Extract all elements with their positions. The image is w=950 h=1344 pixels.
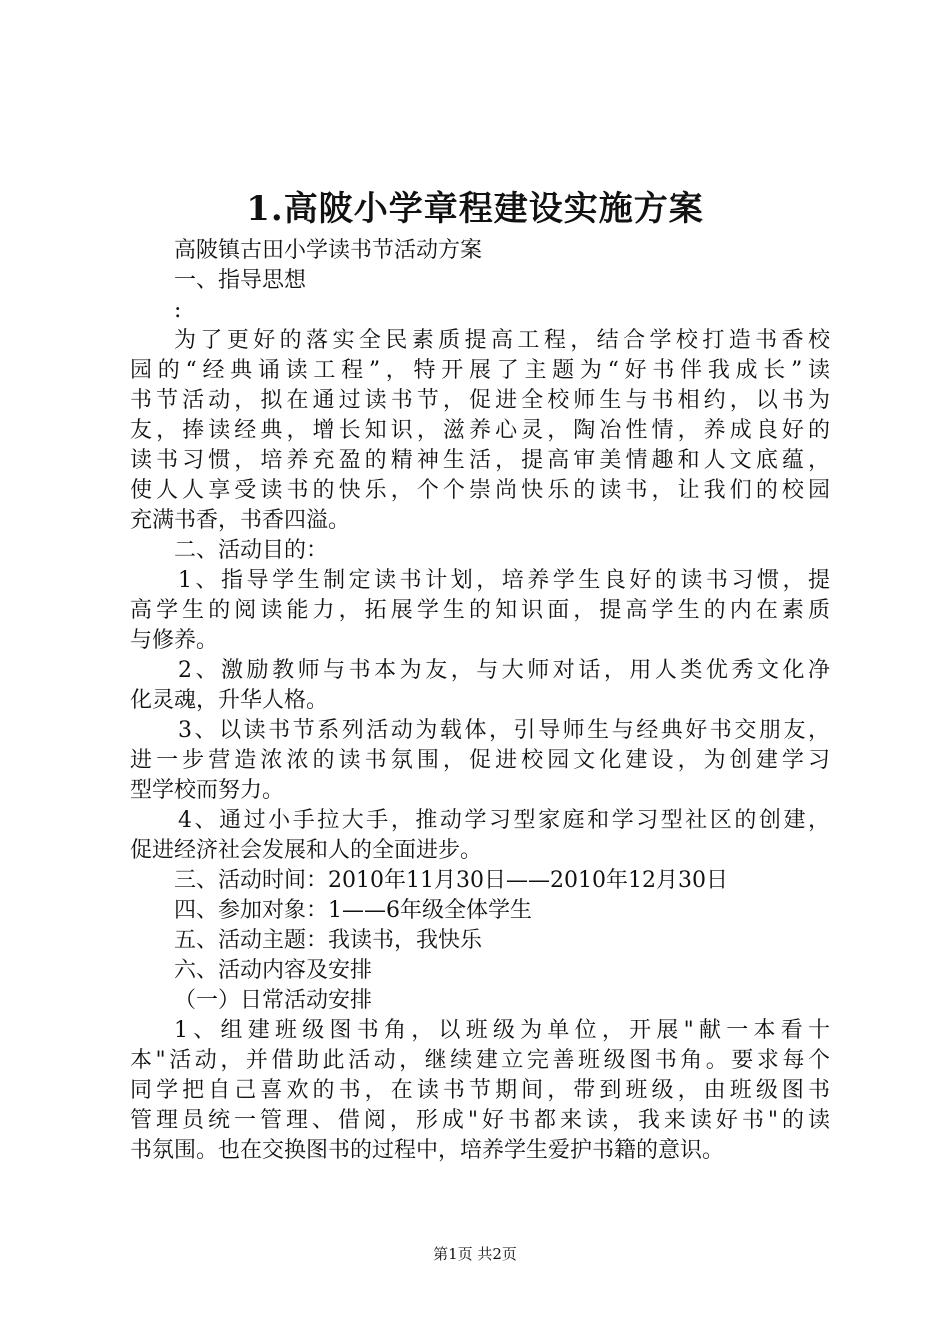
doc-line: 型学校而努力。 bbox=[130, 778, 285, 803]
doc-line: 高陂镇古田小学读书节活动方案 bbox=[174, 238, 483, 263]
doc-line: 促进经济社会发展和人的全面进步。 bbox=[130, 838, 483, 863]
doc-line: 高学生的阅读能力，拓展学生的知识面，提高学生的内在素质 bbox=[130, 598, 830, 623]
doc-line: （一）日常活动安排 bbox=[174, 988, 373, 1013]
doc-line: 3、以读书节系列活动为载体，引导师生与经典好书交朋友， bbox=[178, 718, 830, 743]
doc-line: 进一步营造浓浓的读书氛围，促进校园文化建设，为创建学习 bbox=[130, 748, 830, 773]
doc-line: 使人人享受读书的快乐，个个崇尚快乐的读书，让我们的校园 bbox=[130, 478, 830, 503]
doc-line: 管理员统一管理、借阅，形成"好书都来读，我来读好书"的读 bbox=[130, 1108, 830, 1133]
doc-line: 1、指导学生制定读书计划，培养学生良好的读书习惯，提 bbox=[178, 568, 830, 593]
doc-line: 二、活动目的： bbox=[174, 538, 329, 563]
doc-line: 1、组建班级图书角，以班级为单位，开展"献一本看十 bbox=[174, 1018, 830, 1043]
doc-line: 友，捧读经典，增长知识，滋养心灵，陶冶性情，养成良好的 bbox=[130, 418, 830, 443]
doc-line: 本"活动，并借助此活动，继续建立完善班级图书角。要求每个 bbox=[130, 1048, 830, 1073]
doc-line: 化灵魂，升华人格。 bbox=[130, 688, 329, 713]
document-body bbox=[130, 236, 830, 1166]
doc-line: 书氛围。也在交换图书的过程中，培养学生爱护书籍的意识。 bbox=[130, 1138, 725, 1163]
doc-line: 书节活动，拟在通过读书节，促进全校师生与书相约，以书为 bbox=[130, 388, 830, 413]
doc-line: 三、活动时间：2010年11月30日——2010年12月30日 bbox=[174, 868, 728, 893]
doc-line: 充满书香，书香四溢。 bbox=[130, 508, 351, 533]
page-footer: 第1页 共2页 bbox=[433, 1245, 517, 1263]
doc-line: 读书习惯，培养充盈的精神生活，提高审美情趣和人文底蕴， bbox=[130, 448, 830, 473]
doc-line: 与修养。 bbox=[130, 628, 219, 653]
doc-line: 同学把自己喜欢的书，在读书节期间，带到班级，由班级图书 bbox=[130, 1078, 830, 1103]
doc-line: : bbox=[174, 298, 182, 323]
doc-line: 五、活动主题：我读书，我快乐 bbox=[174, 928, 483, 953]
doc-line: 2、激励教师与书本为友，与大师对话，用人类优秀文化净 bbox=[178, 658, 830, 683]
doc-line: 园的“经典诵读工程”，特开展了主题为“好书伴我成长”读 bbox=[130, 358, 830, 383]
doc-line: 为了更好的落实全民素质提高工程，结合学校打造书香校 bbox=[174, 328, 830, 353]
document-title: 1.高陂小学章程建设实施方案 bbox=[246, 189, 704, 229]
doc-line: 四、参加对象：1——6年级全体学生 bbox=[174, 898, 532, 923]
doc-line: 一、指导思想 bbox=[174, 268, 307, 293]
doc-line: 4、通过小手拉大手，推动学习型家庭和学习型社区的创建， bbox=[178, 808, 830, 833]
doc-line: 六、活动内容及安排 bbox=[174, 958, 373, 983]
